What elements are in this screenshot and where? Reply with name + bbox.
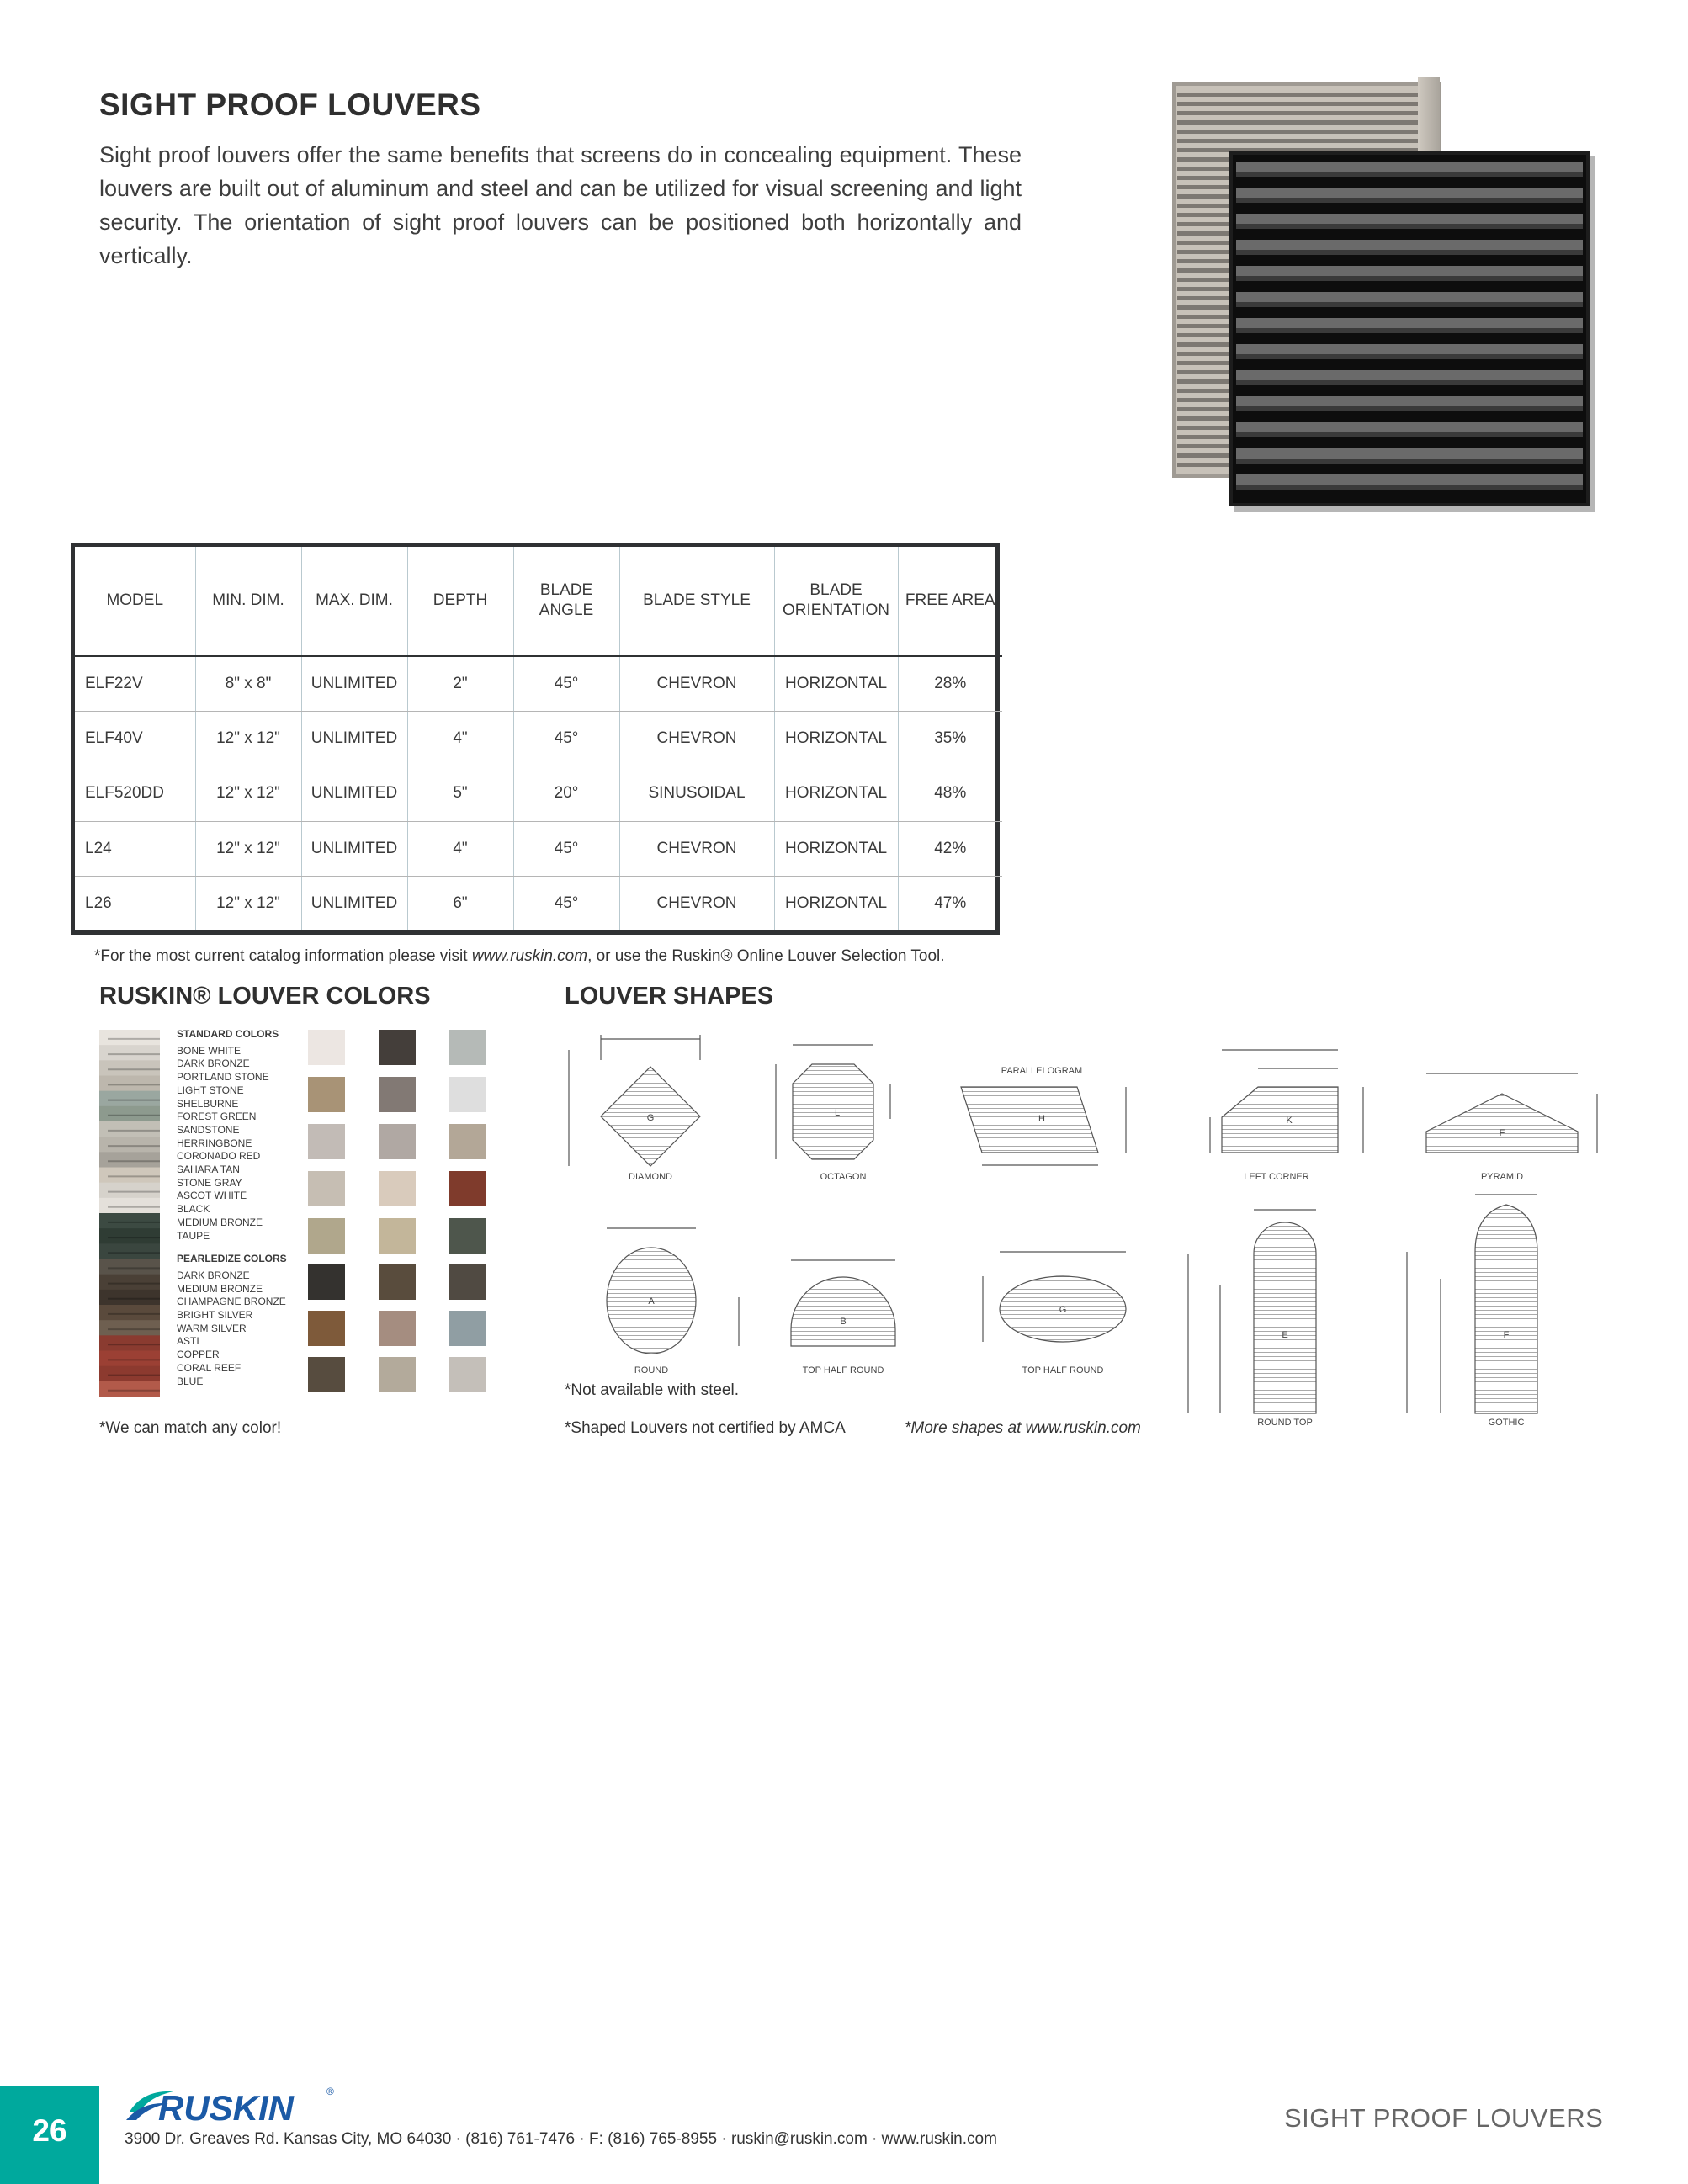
shape-label-left-corner: LEFT CORNER [1244, 1172, 1309, 1182]
color-name-list [177, 1028, 303, 1388]
table-header-row [75, 547, 1002, 656]
color-name: COPPER [177, 1349, 220, 1361]
color-swatch [308, 1077, 345, 1112]
table-row [75, 876, 1002, 930]
shape-label-round-top: ROUND TOP [1257, 1418, 1313, 1428]
col-header-min-dim-text: MIN. DIM. [212, 591, 284, 609]
gothic-shape [1407, 1195, 1537, 1428]
color-swatch [308, 1311, 345, 1346]
parallelogram-shape [961, 1066, 1126, 1165]
col-header-max-dim-text: MAX. DIM. [316, 591, 393, 609]
standard-colors-heading: STANDARD COLORS [177, 1028, 279, 1040]
cell-min-dim: 8" x 8" [195, 656, 301, 712]
cell-min-dim: 12" x 12" [195, 821, 301, 876]
round-shape [607, 1228, 696, 1376]
diamond-shape [569, 1035, 700, 1182]
color-match-note: *We can match any color! [99, 1419, 282, 1437]
louver-product-image [1165, 74, 1603, 512]
cell-blade-orientation: HORIZONTAL [774, 656, 898, 712]
color-swatch [308, 1264, 345, 1300]
color-swatch [449, 1264, 486, 1300]
color-swatch [308, 1171, 345, 1206]
color-name: HERRINGBONE [177, 1137, 252, 1149]
col-header-free-area [898, 547, 1002, 656]
cell-blade-orientation: HORIZONTAL [774, 712, 898, 766]
cell-max-dim: UNLIMITED [301, 876, 407, 930]
octagon-shape [776, 1045, 890, 1182]
spec-table-frame [71, 543, 1000, 935]
shape-letter-left-corner: K [1286, 1116, 1293, 1126]
shape-letter-top-half-round-2: G [1059, 1305, 1067, 1315]
table-row [75, 712, 1002, 766]
col-header-blade-style [619, 547, 774, 656]
company-address: 3900 Dr. Greaves Rd. Kansas City, MO 64030 · (816) 761-7476 · F: (816) 765-8955 · ruskin@ruskin.com · www.ruskin.com [125, 2130, 997, 2148]
table-footnote [94, 947, 945, 966]
cell-blade-style: CHEVRON [619, 821, 774, 876]
color-name: DARK BRONZE [177, 1058, 250, 1070]
color-swatch [379, 1124, 416, 1159]
color-sample-strip [99, 1030, 160, 1397]
shape-letter-round-top: E [1282, 1330, 1288, 1340]
color-swatch [308, 1218, 345, 1254]
col-header-free-area-text: FREE AREA [905, 591, 995, 609]
svg-text:®: ® [326, 2086, 334, 2097]
col-header-blade-orientation-text: BLADE ORIENTATION [782, 581, 890, 619]
cell-model: L24 [75, 821, 195, 876]
color-swatch [449, 1171, 486, 1206]
page-title: SIGHT PROOF LOUVERS [99, 87, 481, 122]
cell-max-dim: UNLIMITED [301, 712, 407, 766]
color-swatch [379, 1218, 416, 1254]
cell-free-area: 35% [898, 712, 1002, 766]
color-swatch [449, 1124, 486, 1159]
col-header-blade-angle-text: BLADE ANGLE [539, 581, 594, 619]
cell-blade-angle: 45° [513, 712, 619, 766]
color-name: BLUE [177, 1375, 204, 1387]
color-name: MEDIUM BRONZE [177, 1216, 263, 1228]
cell-blade-angle: 45° [513, 656, 619, 712]
shape-letter-round: A [648, 1296, 655, 1307]
pyramid-shape [1426, 1073, 1597, 1182]
table-row [75, 766, 1002, 821]
color-swatch [379, 1030, 416, 1065]
cell-free-area: 42% [898, 821, 1002, 876]
table-row [75, 656, 1002, 712]
color-name: MEDIUM BRONZE [177, 1282, 263, 1295]
col-header-blade-style-text: BLADE STYLE [643, 591, 751, 609]
color-name: FOREST GREEN [177, 1111, 257, 1123]
cell-blade-style: CHEVRON [619, 876, 774, 930]
cell-min-dim: 12" x 12" [195, 876, 301, 930]
shape-letter-top-half-round-1: B [840, 1317, 847, 1327]
shape-label-round: ROUND [634, 1365, 669, 1376]
shape-letter-gothic: F [1503, 1330, 1510, 1340]
cell-free-area: 47% [934, 893, 967, 912]
cell-model: ELF22V [75, 656, 195, 712]
cell-model: ELF520DD [75, 766, 195, 821]
col-header-model: MODEL [75, 547, 195, 656]
color-swatch [308, 1124, 345, 1159]
more-shapes-note[interactable]: *More shapes at www.ruskin.com [905, 1419, 1141, 1437]
ruskin-link[interactable]: www.ruskin.com [471, 947, 588, 965]
color-name: CORONADO RED [177, 1150, 261, 1163]
cell-max-dim: UNLIMITED [301, 656, 407, 712]
col-header-blade-angle [513, 547, 619, 656]
shape-label-pyramid: PYRAMID [1480, 1172, 1524, 1182]
color-name: CHAMPAGNE BRONZE [177, 1296, 286, 1308]
color-name: BRIGHT SILVER [177, 1309, 253, 1322]
color-swatch [379, 1357, 416, 1392]
color-swatch [449, 1357, 486, 1392]
cell-depth: 4" [407, 821, 513, 876]
shape-letter-octagon: L [834, 1108, 841, 1118]
cell-blade-angle: 45° [513, 876, 619, 930]
shape-label-top-half-round-1: TOP HALF ROUND [802, 1365, 884, 1376]
spec-table [75, 547, 1002, 930]
cell-min-dim: 12" x 12" [195, 766, 301, 821]
cell-blade-style: CHEVRON [619, 656, 774, 712]
footer-section-title: SIGHT PROOF LOUVERS [1284, 2103, 1604, 2133]
color-name: ASTI [177, 1335, 199, 1348]
cell-depth: 4" [407, 712, 513, 766]
color-swatch [449, 1218, 486, 1254]
cell-depth: 6" [407, 876, 513, 930]
logo-wordmark: RUSKIN [158, 2088, 295, 2128]
shape-label-top-half-round-2: TOP HALF ROUND [1022, 1365, 1104, 1376]
shape-label-octagon: OCTAGON [820, 1172, 867, 1182]
table-footnote-pre: *For the most current catalog information please visit [94, 947, 472, 965]
colors-heading: RUSKIN® LOUVER COLORS [99, 983, 431, 1010]
cell-blade-angle: 45° [513, 821, 619, 876]
color-name: CORAL REEF [177, 1361, 242, 1374]
color-name: SAHARA TAN [177, 1164, 240, 1176]
color-swatch [449, 1311, 486, 1346]
color-swatch [379, 1264, 416, 1300]
color-swatch [308, 1030, 345, 1065]
color-name: SHELBURNE [177, 1097, 239, 1110]
color-swatch [379, 1311, 416, 1346]
table-row [75, 821, 1002, 876]
cell-model: ELF40V [75, 712, 195, 766]
amca-note: *Shaped Louvers not certified by AMCA [565, 1419, 846, 1437]
cell-max-dim: UNLIMITED [301, 766, 407, 821]
color-name: WARM SILVER [177, 1322, 247, 1334]
table-footnote-post: , or use the Ruskin® Online Louver Selection Tool. [587, 947, 945, 965]
color-swatch [449, 1077, 486, 1112]
cell-depth: 5" [407, 766, 513, 821]
pearledize-colors-heading: PEARLEDIZE COLORS [177, 1253, 287, 1265]
color-name: ASCOT WHITE [177, 1190, 247, 1202]
left-corner-shape [1210, 1050, 1363, 1182]
top-half-round-shape-1 [739, 1260, 895, 1376]
shape-letter-parallelogram: H [1038, 1114, 1045, 1124]
cell-blade-style: SINUSOIDAL [619, 766, 774, 821]
color-swatch [449, 1030, 486, 1065]
cell-blade-orientation: HORIZONTAL [774, 821, 898, 876]
color-name: DARK BRONZE [177, 1269, 250, 1281]
color-name: STONE GRAY [177, 1176, 242, 1189]
color-name: PORTLAND STONE [177, 1071, 269, 1084]
intro-paragraph: Sight proof louvers offer the same benefits that screens do in concealing equipment. These louvers are built out of aluminum and steel and can be utilized for visual screening and light security. The orientation of sight proof louvers can be positioned both horizontally and vertically. [99, 142, 1022, 268]
color-name: SANDSTONE [177, 1123, 240, 1136]
col-header-depth: DEPTH [407, 547, 513, 656]
color-swatch [308, 1357, 345, 1392]
col-header-min-dim [195, 547, 301, 656]
shape-letter-diamond: G [646, 1113, 655, 1123]
color-swatch [379, 1077, 416, 1112]
shapes-heading: LOUVER SHAPES [565, 983, 774, 1010]
top-half-round-shape-2 [983, 1252, 1126, 1376]
steel-note: *Not available with steel. [565, 1381, 739, 1399]
cell-free-area: 48% [898, 766, 1002, 821]
color-swatch [379, 1171, 416, 1206]
cell-blade-orientation: HORIZONTAL [774, 766, 898, 821]
shape-label-diamond: DIAMOND [629, 1172, 672, 1182]
shape-letter-pyramid: F [1499, 1128, 1505, 1138]
color-name: BLACK [177, 1203, 210, 1216]
page-number: 26 [32, 2113, 67, 2148]
cell-depth: 2" [407, 656, 513, 712]
cell-blade-angle: 20° [513, 766, 619, 821]
col-header-blade-orientation [774, 547, 898, 656]
cell-blade-orientation: HORIZONTAL [774, 876, 898, 930]
color-name: TAUPE [177, 1229, 210, 1242]
ruskin-logo [125, 2083, 343, 2130]
color-name: LIGHT STONE [177, 1084, 244, 1096]
col-header-max-dim [301, 547, 407, 656]
shape-label-gothic: GOTHIC [1488, 1418, 1525, 1428]
color-name: BONE WHITE [177, 1044, 242, 1057]
cell-min-dim: 12" x 12" [195, 712, 301, 766]
cell-blade-style: CHEVRON [619, 712, 774, 766]
round-top-shape [1188, 1210, 1316, 1428]
shape-label-parallelogram: PARALLELOGRAM [1001, 1066, 1083, 1076]
cell-free-area: 28% [898, 656, 1002, 712]
cell-max-dim: UNLIMITED [301, 821, 407, 876]
cell-model: L26 [75, 876, 195, 930]
